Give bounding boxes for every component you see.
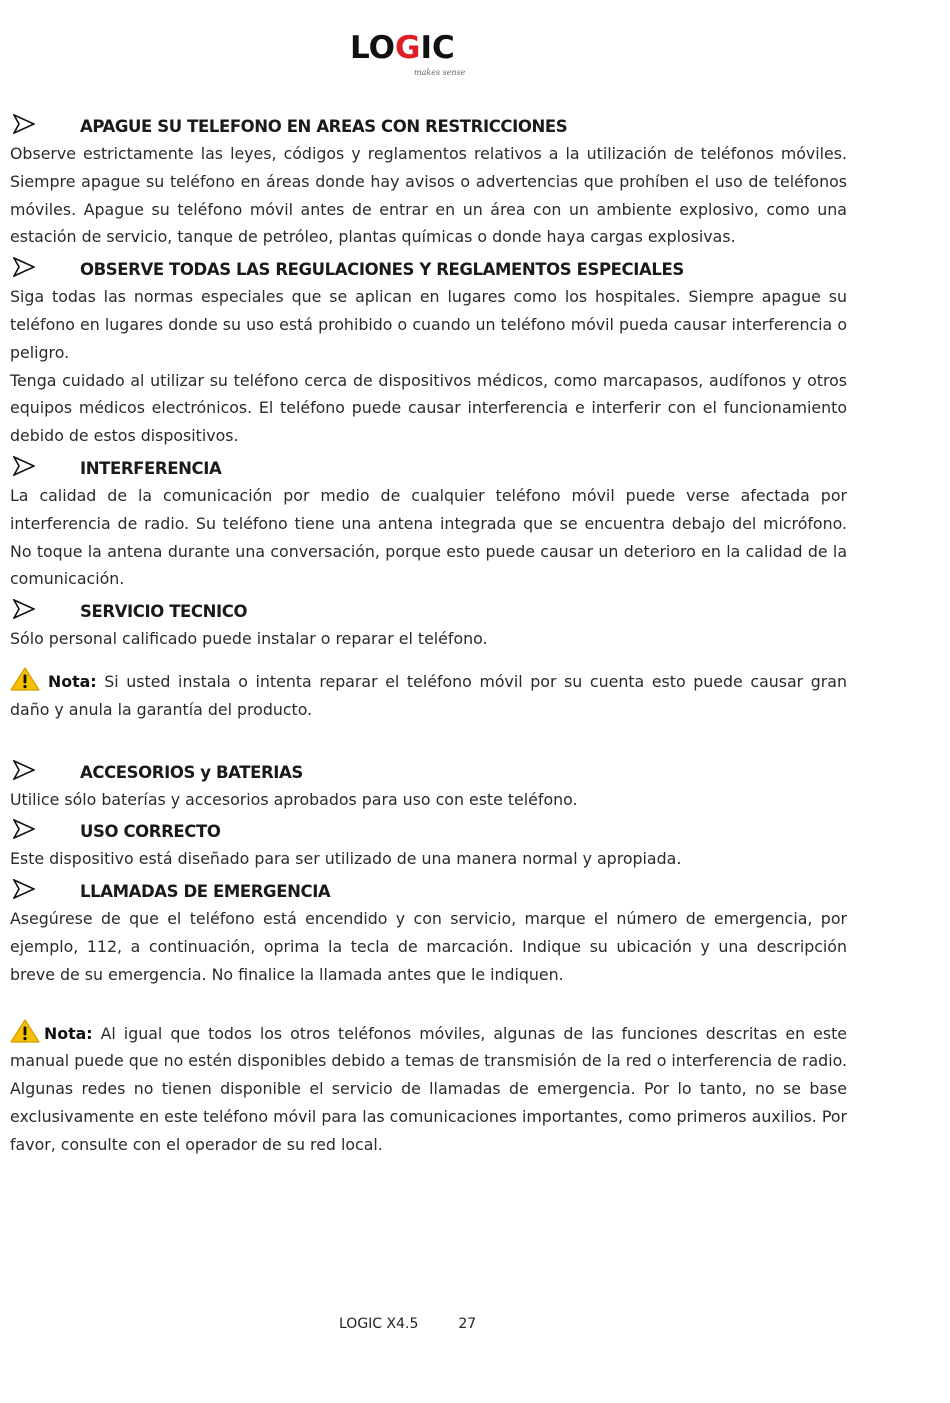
section-heading xyxy=(10,112,847,140)
warning-note xyxy=(10,1019,847,1159)
section-heading-text: SERVICIO TECNICO xyxy=(80,602,248,622)
section-heading xyxy=(10,758,847,786)
section-paragraph: Asegúrese de que el teléfono está encendido y con servicio, marque el número de emergencia, por ejemplo, 112, a continuación, oprima la tecla de marcación. Indique su ubicación y una descripción breve de su emergencia. No finalice la llamada antes que le indiquen. xyxy=(10,909,847,984)
arrow-bullet-icon xyxy=(13,819,35,839)
warning-note xyxy=(10,667,847,724)
section-paragraph: Siga todas las normas especiales que se aplican en lugares como los hospitales. Siempre apague su teléfono en lugares donde su uso está prohibido o cuando un teléfono móvil pueda causar interferencia o peligro. xyxy=(10,287,847,362)
section-heading-text: LLAMADAS DE EMERGENCIA xyxy=(80,882,331,902)
section-heading xyxy=(10,877,847,905)
section-heading-text: INTERFERENCIA xyxy=(80,458,222,478)
warning-triangle-icon xyxy=(10,667,40,691)
note-label: Nota: xyxy=(48,671,97,691)
section-heading-text: ACCESORIOS y BATERIAS xyxy=(80,762,303,782)
section-heading-text: APAGUE SU TELEFONO EN AREAS CON RESTRICCIONES xyxy=(80,117,568,136)
section-paragraph: Este dispositivo está diseñado para ser utilizado de una manera normal y apropiada. xyxy=(10,849,682,869)
section-heading xyxy=(10,255,847,283)
note-label: Nota: xyxy=(44,1023,93,1043)
arrow-bullet-icon xyxy=(13,879,35,899)
section-paragraph: Sólo personal calificado puede instalar o reparar el teléfono. xyxy=(10,629,488,649)
section-heading xyxy=(10,597,847,625)
section-paragraph: Observe estrictamente las leyes, códigos y reglamentos relativos a la utilización de teléfonos móviles. Siempre apague su teléfono en áreas donde hay avisos o advertencias que prohíben el uso de teléfonos móviles. Apague su teléfono móvil antes de entrar en un área con un ambiente explosivo, como una estación de servicio, tanque de petróleo, plantas químicas o donde haya cargas explosivas. xyxy=(10,144,847,247)
section-heading-text: OBSERVE TODAS LAS REGULACIONES Y REGLAMENTOS ESPECIALES xyxy=(80,260,684,280)
warning-triangle-icon xyxy=(10,1019,40,1043)
page-number: 27 xyxy=(458,1316,477,1332)
section-paragraph: Utilice sólo baterías y accesorios aprobados para uso con este teléfono. xyxy=(10,789,578,809)
section-heading-text: USO CORRECTO xyxy=(80,822,221,842)
arrow-bullet-icon xyxy=(13,456,35,476)
section-heading xyxy=(10,817,847,845)
arrow-bullet-icon xyxy=(13,760,35,780)
brand-logo xyxy=(350,30,475,82)
arrow-bullet-icon xyxy=(13,114,35,134)
section-heading xyxy=(10,454,847,482)
page-content xyxy=(10,108,847,1159)
note-text: Si usted instala o intenta reparar el teléfono móvil por su cuenta esto puede causar gran daño y anula la garantía del producto. xyxy=(10,671,847,719)
page-footer xyxy=(339,1316,476,1332)
arrow-bullet-icon xyxy=(13,599,35,619)
footer-model: LOGIC X4.5 xyxy=(339,1316,419,1332)
note-text: Al igual que todos los otros teléfonos móviles, algunas de las funciones descritas en este manual puede que no estén disponibles debido a temas de transmisión de la red o interferencia de radio. Algunas redes no tienen disponible el servicio de llamadas de emergencia. Por lo tanto, no se base exclusivamente en este teléfono móvil para las comunicaciones importantes, como primeros auxilios. Por favor, consulte con el operador de su red local. xyxy=(10,1023,847,1154)
section-paragraph: Tenga cuidado al utilizar su teléfono cerca de dispositivos médicos, como marcapasos, audífonos y otros equipos médicos electrónicos. El teléfono puede causar interferencia e interferir con el funcionamiento debido de estos dispositivos. xyxy=(10,370,847,446)
logo-wordmark: LOGIC xyxy=(350,30,455,66)
section-paragraph: La calidad de la comunicación por medio de cualquier teléfono móvil puede verse afectada por interferencia de radio. Su teléfono tiene una antena integrada que se encuentra debajo del micrófono. No toque la antena durante una conversación, porque esto puede causar un deterioro en la calidad de la comunicación. xyxy=(10,485,847,589)
logo-tagline: makes sense xyxy=(414,68,466,77)
arrow-bullet-icon xyxy=(13,257,35,277)
